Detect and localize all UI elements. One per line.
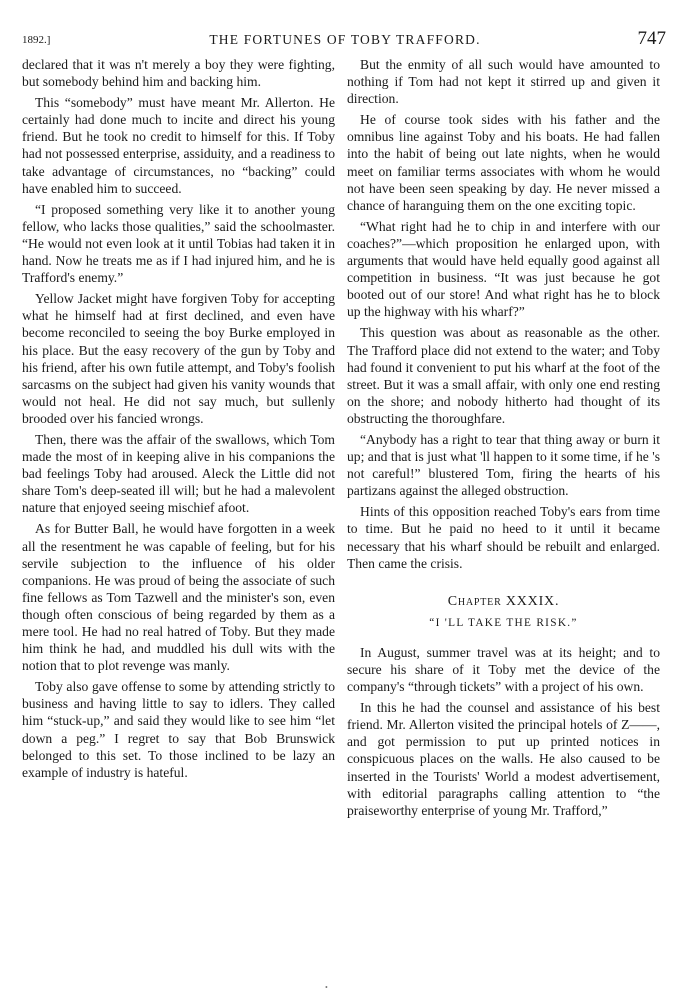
paragraph: But the enmity of all such would have amounted to nothing if Tom had not kept it stirred up and given it direction. bbox=[347, 57, 660, 107]
chapter-subtitle: “I 'LL TAKE THE RISK.” bbox=[429, 616, 578, 629]
paragraph: He of course took sides with his father and the omnibus line against Toby and his boats. He had fallen into the habit of being out late nights, when he would meet on familiar terms associates with whom he would not have been seen speaking by day. He never missed a chance of haranguing them on the one exciting topic. bbox=[347, 112, 660, 213]
chapter-heading: Chapter XXXIX. bbox=[447, 593, 560, 609]
paragraph: “What right had he to chip in and interfere with our coaches?”—which proposition he enlarged upon, with arguments that would have held equally good against all competition in business. “It was just because he got booted out of our store! And what right has he to block up the highway with his wharf?” bbox=[347, 218, 660, 320]
running-header bbox=[22, 28, 668, 52]
page-number: 747 bbox=[637, 28, 666, 49]
left-column bbox=[22, 56, 335, 785]
issue-date: 1892.] bbox=[22, 34, 51, 46]
page-mark: • bbox=[325, 983, 328, 992]
paragraph: In this he had the counsel and assistance of his best friend. Mr. Allerton visited the principal hotels of Z——, and got permission to put up printed notices in conspicuous places on the walls. He also caused to be inserted in the Tourists' World a modest advertisement, with editorial paragraphs calling attention to “the praiseworthy enterprise of young Mr. Trafford,” bbox=[347, 700, 660, 818]
paragraph: “I proposed something very like it to another young fellow, who lacks those qualities,” said the schoolmaster. “He would not even look at it until Tobias had taken it in hand. Now he treats me as if I had injured him, and he is Trafford's enemy.” bbox=[22, 201, 335, 286]
paragraph: In August, summer travel was at its height; and to secure his share of it Toby met the device of the company's “through tickets” with a project of his own. bbox=[347, 644, 660, 695]
paragraph: Toby also gave offense to some by attending strictly to business and having little to say to idlers. They called him “stuck-up,” and said they would like to see him “let down a peg.” I regret to say that Bob Brunswick belonged to this set. To those inclined to be lazy an example of industry is hateful. bbox=[22, 679, 335, 780]
paragraph: This question was about as reasonable as the other. The Trafford place did not extend to the water; and Toby had found it convenient to put his wharf at the foot of the street. But it was a small affair, with only one end resting on the shore; and nobody hitherto had thought of its obstructing the thoroughfare. bbox=[347, 325, 660, 426]
paragraph: “Anybody has a right to tear that thing away or burn it up; and that is just what 'll happen to it some time, if he 's not careful!” blustered Tom, firing the hearts of his partizans against the alleged obstruction. bbox=[347, 431, 660, 499]
paragraph: As for Butter Ball, he would have forgotten in a week all the resentment he was capable of feeling, but for his servile subjection to the influence of his older companions. He was proud of being the associate of such fine fellows as Tom Tazwell and the minister's son, even though often conscious of being regarded by them as a mere tool. He had no real hatred of Toby. But they made him think he had, and muddled his dull wits with the notion that to plot revenge was manly. bbox=[22, 521, 335, 674]
paragraph: declared that it was n't merely a boy they were fighting, but somebody behind him and backing him. bbox=[22, 57, 335, 90]
running-title: THE FORTUNES OF TOBY TRAFFORD. bbox=[209, 32, 481, 47]
paragraph: This “somebody” must have meant Mr. Allerton. He certainly had done much to incite and direct his young friend. But he took no credit to himself for this. If Toby had not possessed enterprise, assiduity, and a readiness to take advantage of circumstances, no “backing” could have enabled him to succeed. bbox=[22, 95, 335, 196]
paragraph: Then, there was the affair of the swallows, which Tom made the most of in keeping alive in his companions the bad feelings Toby had aroused. Aleck the Little did not share Tom's deep-seated ill will; but he had a malevolent nature that enjoyed seeing mischief afoot. bbox=[22, 431, 335, 516]
paragraph: Hints of this opposition reached Toby's ears from time to time. But he paid no heed to it until it became necessary that his wharf should be rebuilt and enlarged. Then came the crisis. bbox=[347, 504, 660, 571]
paragraph: Yellow Jacket might have forgiven Toby for accepting what he himself had at first declined, and even have become reconciled to seeing the boy Burke employed in his place. But the easy recovery of the gun by Toby and his friend, after his own futile attempt, and Toby's foolish sarcasms on the subject had given his vanity wounds that would not heal. He did not say much, but sullenly brooded over his fancied wrongs. bbox=[22, 291, 335, 426]
right-column bbox=[347, 56, 660, 823]
